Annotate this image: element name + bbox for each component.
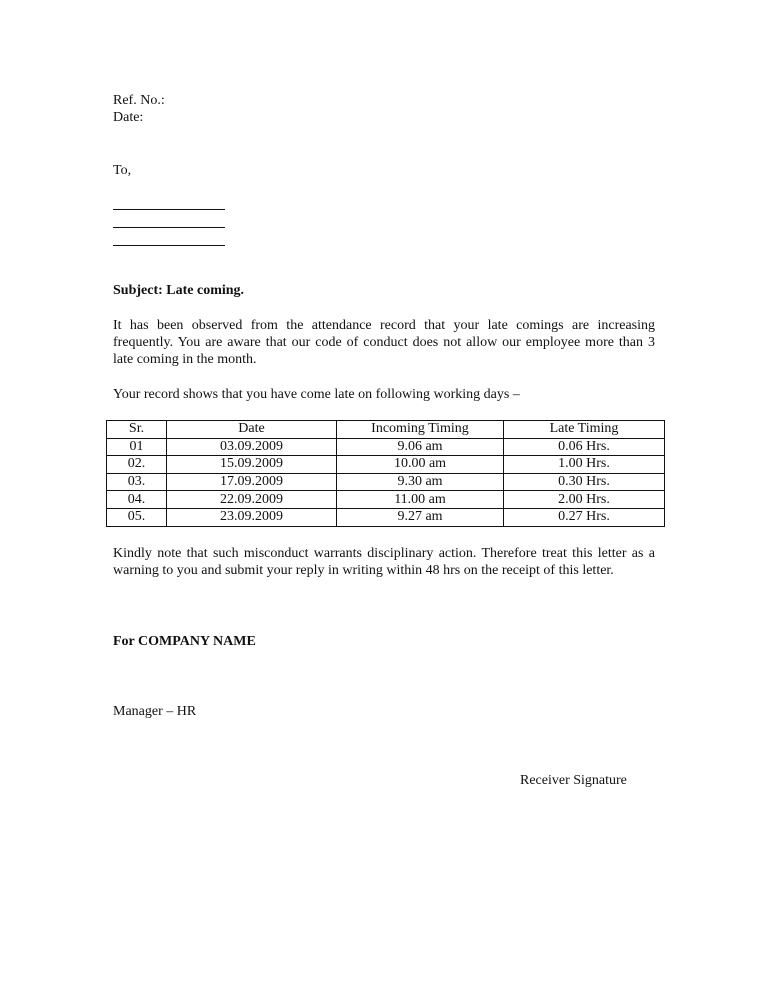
cell-date: 15.09.2009 <box>167 456 337 474</box>
paragraph-observation: It has been observed from the attendance record that your late comings are increasing frequently. You are aware that our code of conduct does not allow our employee more than 3 late coming in the month. <box>113 318 655 367</box>
subject-line: Subject: Late coming. <box>113 283 245 298</box>
cell-sr: 04. <box>107 491 167 509</box>
cell-sr: 01 <box>107 438 167 456</box>
cell-late: 0.30 Hrs. <box>504 473 665 491</box>
cell-date: 03.09.2009 <box>167 438 337 456</box>
header-sr: Sr. <box>107 421 167 439</box>
receiver-signature: Receiver Signature <box>520 773 627 788</box>
designation: Manager – HR <box>113 704 197 719</box>
cell-late: 1.00 Hrs. <box>504 456 665 474</box>
cell-sr: 03. <box>107 473 167 491</box>
company-signoff: For COMPANY NAME <box>113 634 256 649</box>
table-row <box>107 438 665 456</box>
cell-date: 17.09.2009 <box>167 473 337 491</box>
cell-late: 0.27 Hrs. <box>504 508 665 526</box>
cell-sr: 02. <box>107 456 167 474</box>
cell-date: 22.09.2009 <box>167 491 337 509</box>
header-late-timing: Late Timing <box>504 421 665 439</box>
address-line-3 <box>113 245 225 246</box>
cell-sr: 05. <box>107 508 167 526</box>
paragraph-disciplinary-note: Kindly note that such misconduct warrants disciplinary action. Therefore treat this letter as a warning to you and submit your reply in writing within 48 hrs on the receipt of this letter. <box>113 546 655 578</box>
to-label: To, <box>113 163 132 178</box>
table-row <box>107 473 665 491</box>
late-record-table <box>106 420 665 527</box>
table-header-row <box>107 421 665 439</box>
cell-incoming: 9.27 am <box>337 508 504 526</box>
date-label: Date: <box>113 110 144 125</box>
cell-late: 0.06 Hrs. <box>504 438 665 456</box>
header-date: Date <box>167 421 337 439</box>
cell-late: 2.00 Hrs. <box>504 491 665 509</box>
cell-date: 23.09.2009 <box>167 508 337 526</box>
address-line-1 <box>113 209 225 210</box>
table-row <box>107 456 665 474</box>
cell-incoming: 10.00 am <box>337 456 504 474</box>
header-incoming-timing: Incoming Timing <box>337 421 504 439</box>
ref-no-label: Ref. No.: <box>113 93 165 108</box>
paragraph-record-intro: Your record shows that you have come late on following working days – <box>113 387 520 402</box>
address-line-2 <box>113 227 225 228</box>
cell-incoming: 9.30 am <box>337 473 504 491</box>
cell-incoming: 11.00 am <box>337 491 504 509</box>
cell-incoming: 9.06 am <box>337 438 504 456</box>
table-row <box>107 491 665 509</box>
table-row <box>107 508 665 526</box>
